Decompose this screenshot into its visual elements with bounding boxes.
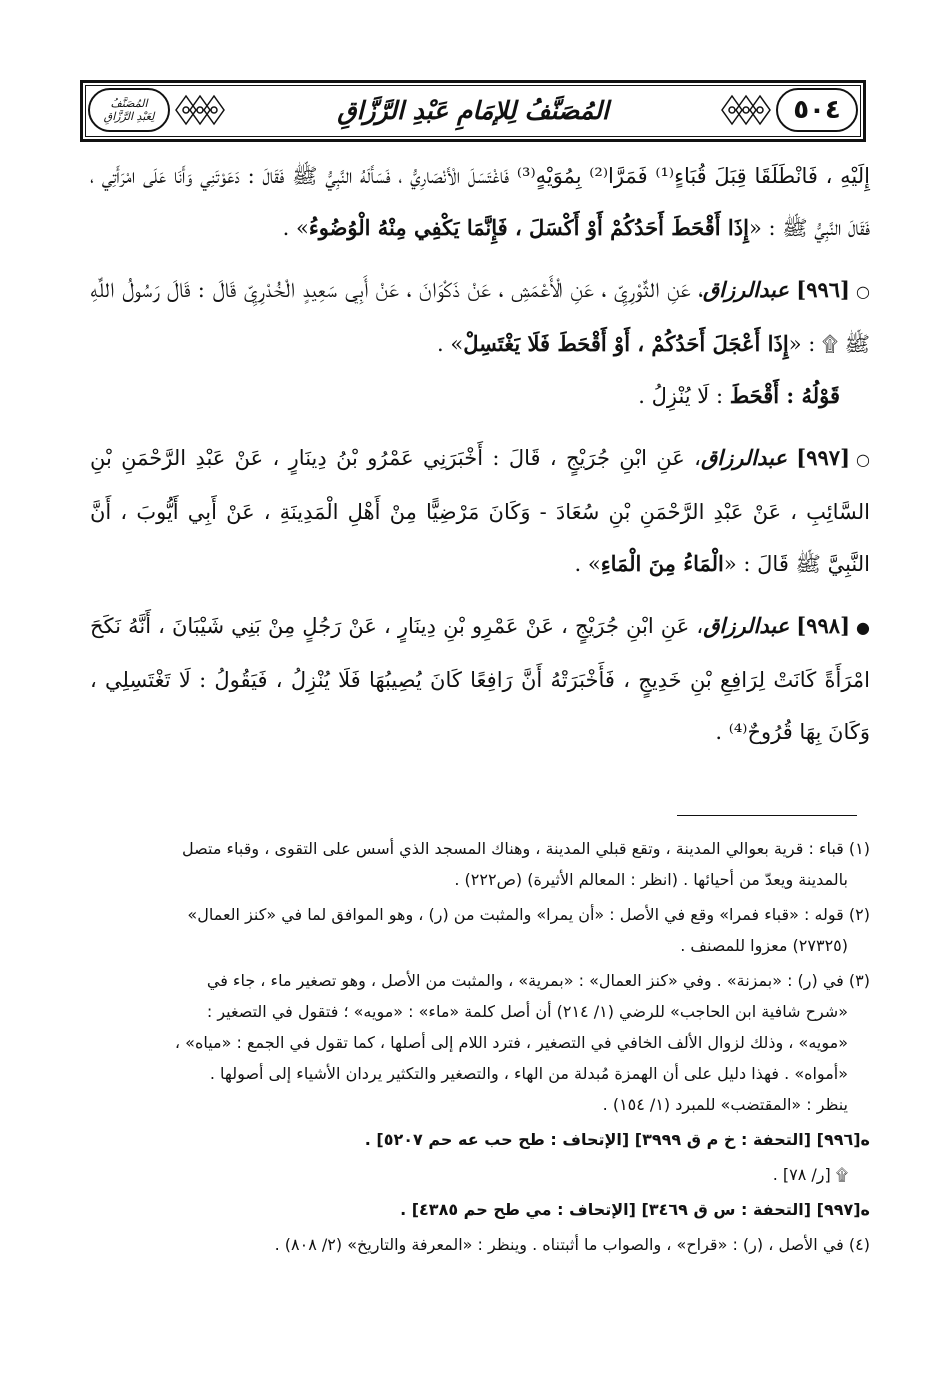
page-number: ٥٠٤: [776, 88, 858, 132]
circle-marker-icon: ○: [856, 282, 870, 301]
main-text: [90, 150, 870, 758]
footnote-divider: [677, 815, 857, 816]
footnotes: [60, 833, 870, 1264]
emblem-line: لِعَبْدِ الرَّزَّاقِ: [103, 110, 155, 123]
footnote-1: (١) قباء : قرية بعوالي المدينة ، وتقع قبلي المدينة ، وهناك المسجد الذي أسس على التقوى ، وقباء متصل بالمدينة ويعدّ من أحيائها . (انظر : المعالم الأثيرة) (ص٢٢٢) .: [182, 839, 870, 889]
page-header: [80, 80, 866, 142]
footnote-2: (٢) قوله : «قباء فمرا» وقع في الأصل : «أن يمرا» والمثبت من (ر) ، وهو الموافق لما في «كنز العمال» (٢٧٣٢٥) معزوا للمصنف .: [187, 905, 870, 955]
ornament-pattern-icon: [718, 90, 774, 130]
ornament-pattern-icon: [172, 90, 228, 130]
intro-paragraph: إِلَيْهِ ، فَانْطَلَقَا قِبَلَ قُبَاءٍ⁽¹⁾ فَمَرَّا⁽²⁾ بِمُوَيْهٍ⁽³⁾ فَاغْتَسَلَ الْأَنْصَارِيُّ ، فَسَأَلَهُ النَّبِيُّ ﷺ فَقَالَ : دَعَوْتَنِي وَأَنَا عَلَى امْرَأَتِي ، فَقَالَ النَّبِيُّ ﷺ : «إِذَا أَقْحَطَ أَحَدُكُمْ أَوْ أَكْسَلَ ، فَإِنَّمَا يَكْفِي مِنْهُ الْوُضُوءُ» .: [90, 164, 870, 240]
book-emblem: [88, 88, 170, 132]
source-9996: ه[٩٩٦] [التحفة : خ م ق ٣٩٩٩] [الإتحاف : طح حب عه حم ٥٢٠٧] .: [364, 1130, 870, 1149]
emblem-line: المُصَنَّفُ: [110, 97, 148, 110]
hadith-9997: ○[٩٩٧] عبدالرزاق، عَنِ ابْنِ جُرَيْجٍ ، قَالَ : أَخْبَرَنِي عَمْرُو بْنُ دِينَارٍ ، عَنْ عَبْدِ الرَّحْمَنِ بْنِ السَّائِبِ ، عَنْ عَبْدِ الرَّحْمَنِ بْنِ سُعَادَ - وَكَانَ مَرْضِيًّا مِنْ أَهْلِ الْمَدِينَةِ ، عَنْ أَبِي أَيُّوبَ ، أَنَّ النَّبِيَّ ﷺ قَالَ : «الْمَاءُ مِنَ الْمَاءِ» .: [90, 432, 870, 590]
source-9997: ه[٩٩٧] [التحفة : س ق ٣٤٦٩] [الإتحاف : مي طح حم ٤٣٨٥] .: [400, 1200, 870, 1219]
hadith-explanation: قَوْلُهُ : أَقْحَطَ : لَا يُنْزِلُ .: [638, 383, 840, 408]
hadith-9996: ○[٩٩٦] عبدالرزاق، عَنِ الثَّوْرِيِّ ، عَنِ الْأَعْمَشِ ، عَنْ ذَكْوَانَ ، عَنْ أَبِي سَعِيدٍ الْخُدْرِيِّ قَالَ : قَالَ رَسُولُ اللَّهِ ﷺ ۩ : «إِذَا أَعْجَلَ أَحَدُكُمْ ، أَوْ أَقْحَطَ فَلَا يَغْتَسِلْ» .: [90, 264, 870, 370]
book-title: المُصَنَّفُ لِلإمَامِ عَبْدِ الرَّزَّاقِ: [337, 95, 609, 125]
circle-marker-icon: ○: [856, 450, 870, 469]
filled-circle-marker-icon: ●: [856, 618, 871, 637]
footnote-3: (٣) في (ر) : «بمزنة» . وفي «كنز العمال» : «بمرية» ، والمثبت من الأصل ، وهو تصغير ماء ، جاء في «شرح شافية ابن الحاجب» للرضي (١/ ٢١٤) أن أصل كلمة «ماء» : «مويه» ؛ فتقول في التصغير : «مويه» ، وذلك لزوال الألف الخافي في التصغير ، فترد اللام إلى أصلها ، كما تقول في الجمع : «مياه» ، «أمواه» . فهذا دليل على أن الهمزة مُبدلة من الهاء ، والتصغير والتكثير يردان الأشياء إلى أصولها . ينظر : «المقتضب» للمبرد (١/ ١٥٤) .: [174, 971, 870, 1114]
hadith-9998: ●[٩٩٨] عبدالرزاق، عَنِ ابْنِ جُرَيْجٍ ، عَنْ عَمْرِو بْنِ دِينَارٍ ، عَنْ رَجُلٍ مِنْ بَنِي شَيْبَانَ ، أَنَّهُ نَكَحَ امْرَأَةً كَانَتْ لِرَافِعِ بْنِ خَدِيجٍ ، فَأَخْبَرَتْهُ أَنَّ رَافِعًا كَانَ يُصِيبُهَا فَلَا يُنْزِلُ ، فَيَقُولُ : لَا تَغْتَسِلِي ، وَكَانَ بِهَا قُرُوحٌ⁽⁴⁾ .: [90, 600, 870, 758]
footnote-4: (٤) في الأصل ، (ر) : «قراح» ، والصواب ما أثبتناه . وينظر : «المعرفة والتاريخ» (٢/ ٨٠٨) .: [274, 1235, 870, 1254]
source-9996-manuscript: ۩ [ر/ ٧٨] .: [772, 1165, 848, 1184]
